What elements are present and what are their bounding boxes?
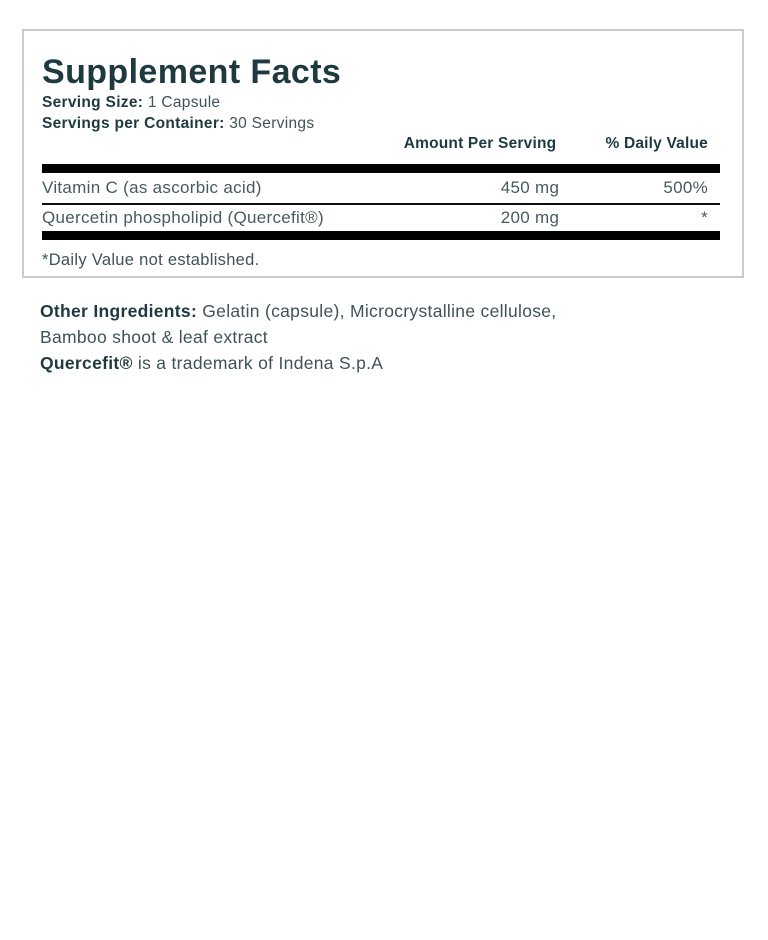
serving-size-line bbox=[42, 92, 720, 113]
other-ingredients-section bbox=[40, 298, 700, 376]
ingredient-amount: 200 mg bbox=[500, 208, 560, 227]
column-header-daily-value: % Daily Value bbox=[605, 135, 708, 152]
table-row-quercetin bbox=[42, 205, 720, 231]
serving-size-value: 1 Capsule bbox=[147, 94, 221, 111]
trademark-text: is a trademark of Indena S.p.A bbox=[137, 353, 384, 373]
serving-size-label: Serving Size: bbox=[42, 94, 144, 111]
ingredient-name: Vitamin C (as ascorbic acid) bbox=[42, 178, 262, 197]
supplement-facts-panel bbox=[22, 29, 744, 278]
servings-per-container-line bbox=[42, 113, 720, 134]
daily-value-footnote: *Daily Value not established. bbox=[42, 251, 260, 269]
column-header-amount-per-serving: Amount Per Serving bbox=[403, 135, 557, 152]
thick-divider-bottom bbox=[42, 231, 720, 240]
trademark-line bbox=[40, 350, 700, 376]
servings-per-container-label: Servings per Container: bbox=[42, 115, 225, 132]
table-header-row bbox=[42, 134, 720, 154]
ingredient-name: Quercetin phospholipid (Quercefit®) bbox=[42, 208, 324, 227]
panel-title: Supplement Facts bbox=[42, 53, 342, 91]
other-ingredients-line-1 bbox=[40, 298, 700, 324]
ingredient-daily-value: 500% bbox=[663, 178, 708, 197]
table-row-vitamin-c bbox=[42, 173, 720, 203]
ingredient-daily-value: * bbox=[701, 208, 708, 227]
servings-per-container-value: 30 Servings bbox=[229, 115, 315, 132]
other-ingredients-text: Gelatin (capsule), Microcrystalline cellulose, bbox=[202, 301, 557, 321]
other-ingredients-label: Other Ingredients: bbox=[40, 301, 198, 321]
ingredient-amount: 450 mg bbox=[500, 178, 560, 197]
other-ingredients-line-2: Bamboo shoot & leaf extract bbox=[40, 327, 268, 347]
trademark-label: Quercefit® bbox=[40, 353, 133, 373]
thick-divider-top bbox=[42, 164, 720, 173]
